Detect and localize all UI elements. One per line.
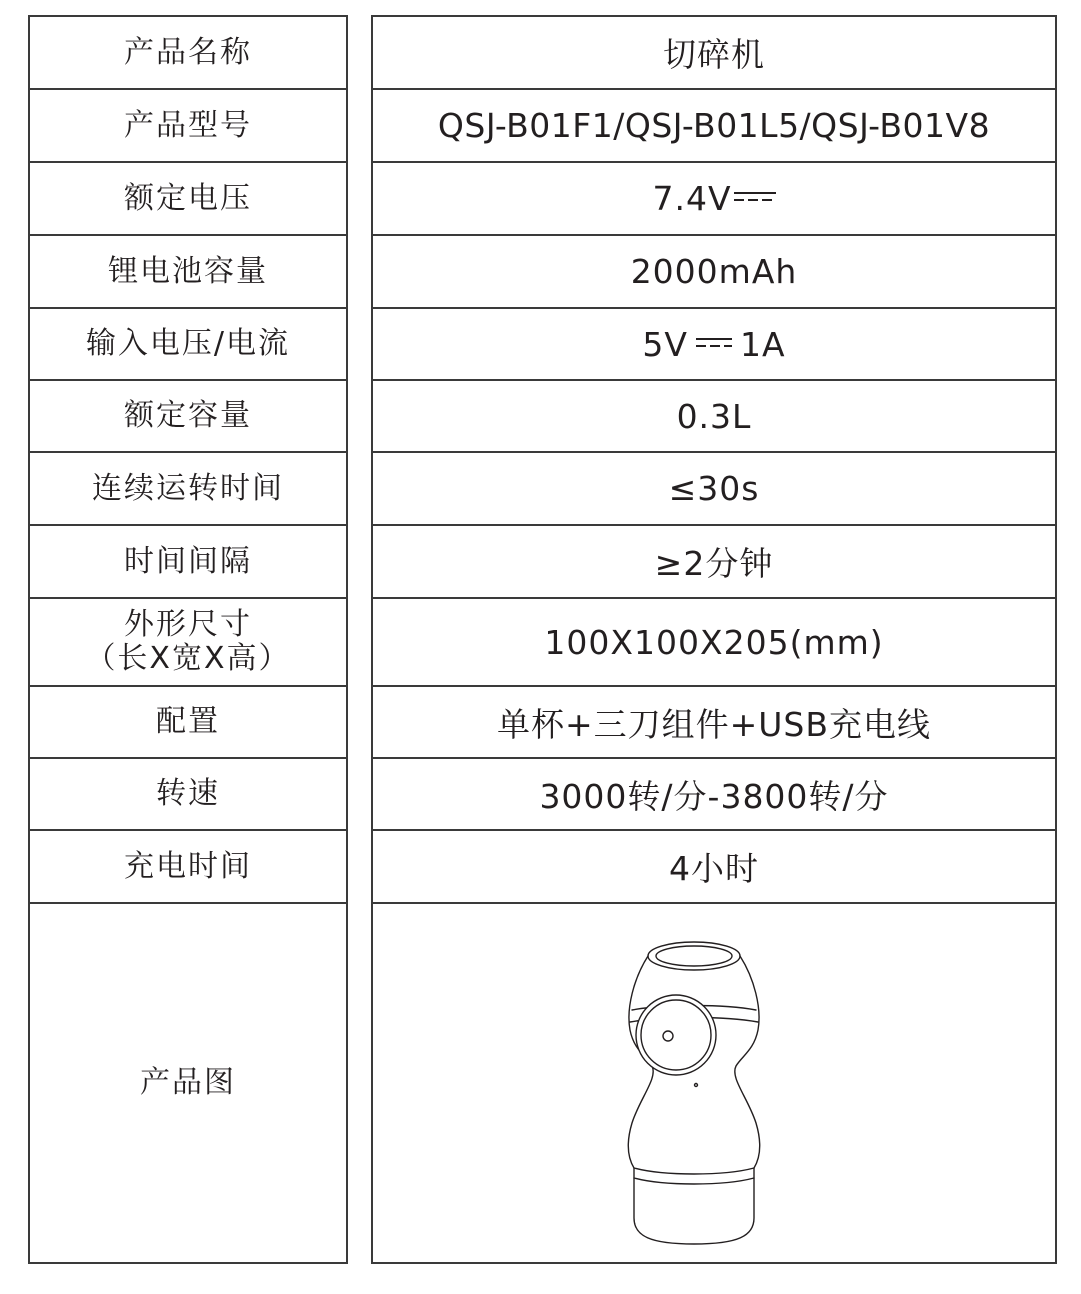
label-cell xyxy=(30,831,346,904)
value-cell xyxy=(373,309,1055,381)
value-cell xyxy=(373,90,1055,163)
value-cell xyxy=(373,904,1055,1262)
value-time-interval: ≥2分钟 xyxy=(654,544,774,583)
value-cell xyxy=(373,236,1055,309)
label-battery-capacity: 锂电池容量 xyxy=(108,253,268,289)
label-cell xyxy=(30,163,346,236)
label-configuration: 配置 xyxy=(156,704,220,739)
value-rated-capacity: 0.3L xyxy=(676,396,752,436)
label-cell xyxy=(30,381,346,453)
label-cell xyxy=(30,599,346,687)
value-cell xyxy=(373,381,1055,453)
value-cell xyxy=(373,163,1055,236)
value-battery-capacity: 2000mAh xyxy=(630,252,798,291)
dc-current-symbol-icon xyxy=(696,335,732,349)
label-product-image: 产品图 xyxy=(140,1065,236,1100)
value-continuous-run-time: ≤30s xyxy=(668,469,760,508)
value-product-model: QSJ-B01F1/QSJ-B01L5/QSJ-B01V8 xyxy=(437,106,991,145)
value-cell xyxy=(373,599,1055,687)
value-cell xyxy=(373,453,1055,526)
label-cell xyxy=(30,17,346,90)
label-continuous-run-time: 连续运转时间 xyxy=(92,470,284,506)
value-rated-voltage: 7.4V xyxy=(652,179,732,218)
label-charging-time: 充电时间 xyxy=(124,848,252,884)
label-cell xyxy=(30,904,346,1262)
value-configuration: 单杯+三刀组件+USB充电线 xyxy=(496,704,932,744)
value-cell xyxy=(373,687,1055,759)
value-input-voltage: 5V xyxy=(642,324,688,364)
label-cell xyxy=(30,759,346,831)
label-dimensions-line2: （长X宽X高） xyxy=(85,641,291,676)
label-dimensions xyxy=(85,608,290,676)
value-cell xyxy=(373,831,1055,904)
value-rotation-speed: 3000转/分-3800转/分 xyxy=(539,776,889,816)
food-chopper-product-icon xyxy=(604,918,784,1248)
label-cell xyxy=(30,526,346,599)
label-dimensions-line1: 外形尺寸 xyxy=(123,607,252,642)
label-cell xyxy=(30,453,346,526)
label-rated-capacity: 额定容量 xyxy=(124,398,252,433)
value-product-name: 切碎机 xyxy=(663,35,765,74)
label-rated-voltage: 额定电压 xyxy=(124,180,252,216)
label-cell xyxy=(30,236,346,309)
label-time-interval: 时间间隔 xyxy=(124,543,252,579)
value-cell xyxy=(373,759,1055,831)
label-rotation-speed: 转速 xyxy=(156,776,220,811)
value-dimensions: 100X100X205(mm) xyxy=(544,622,884,662)
value-charging-time: 4小时 xyxy=(669,849,759,888)
label-cell xyxy=(30,90,346,163)
label-cell xyxy=(30,687,346,759)
label-column xyxy=(28,15,348,1264)
value-column xyxy=(371,15,1057,1264)
dc-current-symbol-icon xyxy=(734,190,776,204)
value-input-current: 1A xyxy=(740,324,786,364)
label-product-model: 产品型号 xyxy=(124,107,252,143)
value-cell xyxy=(373,526,1055,599)
value-cell xyxy=(373,17,1055,90)
label-cell xyxy=(30,309,346,381)
label-product-name: 产品名称 xyxy=(124,34,252,70)
label-input-voltage-current: 输入电压/电流 xyxy=(85,326,291,361)
